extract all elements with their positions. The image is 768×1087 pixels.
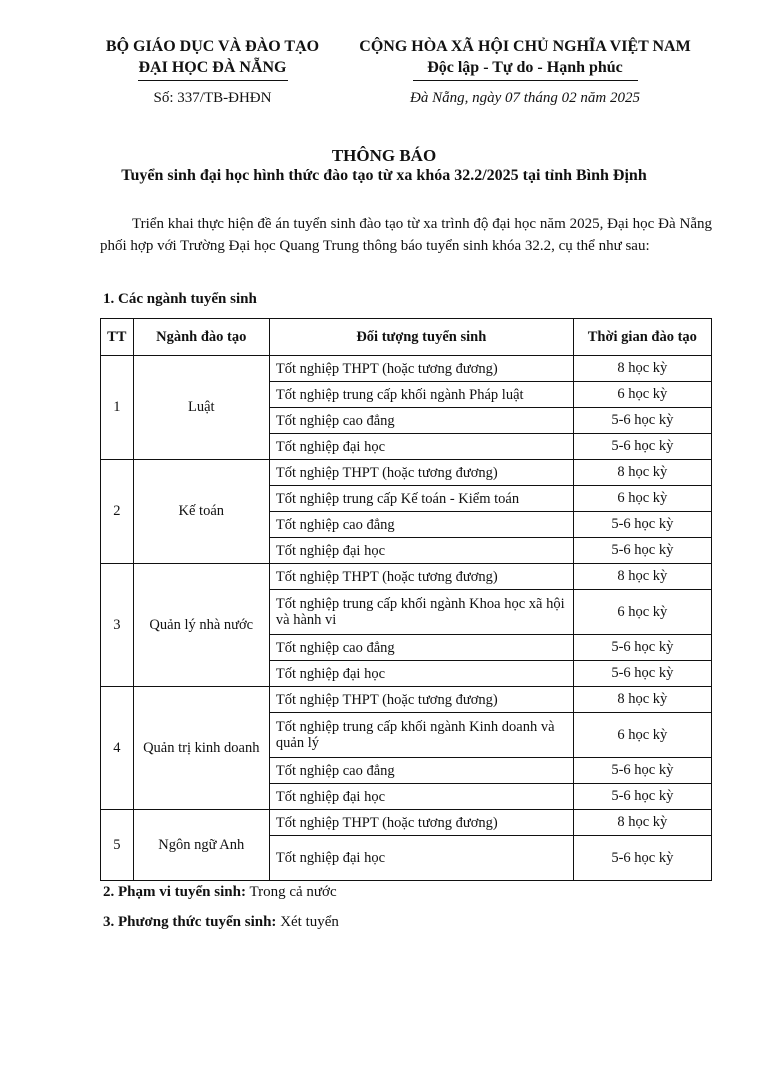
duration-cell: 5-6 học kỳ [573, 758, 711, 784]
document-date: Đà Nẵng, ngày 07 tháng 02 năm 2025 [410, 90, 640, 106]
target-cell: Tốt nghiệp THPT (hoặc tương đương) [269, 460, 573, 486]
table-header-row [101, 319, 712, 356]
issuer-block [70, 36, 355, 81]
issuer-underline [138, 80, 288, 81]
section3-value: Xét tuyển [280, 914, 339, 930]
ministry-name: BỘ GIÁO DỤC VÀ ĐÀO TẠO [105, 38, 320, 55]
target-cell: Tốt nghiệp trung cấp khối ngành Pháp luật [269, 382, 573, 408]
document-subtitle: Tuyển sinh đại học hình thức đào tạo từ xa khóa 32.2/2025 tại tỉnh Bình Định [121, 167, 647, 184]
table-row [101, 356, 712, 382]
duration-cell: 8 học kỳ [573, 687, 711, 713]
table-row [101, 460, 712, 486]
group-major: Luật [133, 356, 269, 460]
group-number: 2 [101, 460, 134, 564]
duration-cell: 8 học kỳ [573, 564, 711, 590]
table-row [101, 810, 712, 836]
duration-cell: 6 học kỳ [573, 713, 711, 758]
target-cell: Tốt nghiệp THPT (hoặc tương đương) [269, 810, 573, 836]
duration-cell: 6 học kỳ [573, 382, 711, 408]
target-cell: Tốt nghiệp trung cấp Kế toán - Kiểm toán [269, 486, 573, 512]
duration-cell: 8 học kỳ [573, 356, 711, 382]
national-block [335, 36, 715, 81]
majors-table [100, 318, 712, 881]
table-row [101, 564, 712, 590]
target-cell: Tốt nghiệp cao đẳng [269, 408, 573, 434]
header-duration: Thời gian đào tạo [573, 319, 711, 356]
section2 [103, 884, 337, 901]
target-cell: Tốt nghiệp trung cấp khối ngành Kinh doanh và quản lý [269, 713, 573, 758]
target-cell: Tốt nghiệp cao đẳng [269, 512, 573, 538]
group-number: 5 [101, 810, 134, 881]
table-row [101, 687, 712, 713]
country-name: CỘNG HÒA XÃ HỘI CHỦ NGHĨA VIỆT NAM [359, 38, 691, 55]
group-major: Quản lý nhà nước [133, 564, 269, 687]
duration-cell: 5-6 học kỳ [573, 408, 711, 434]
target-cell: Tốt nghiệp cao đẳng [269, 758, 573, 784]
national-motto: Độc lập - Tự do - Hạnh phúc [427, 59, 623, 76]
target-cell: Tốt nghiệp đại học [269, 836, 573, 881]
duration-cell: 5-6 học kỳ [573, 784, 711, 810]
section2-value: Trong cả nước [249, 884, 337, 900]
motto-underline [413, 80, 638, 81]
target-cell: Tốt nghiệp đại học [269, 538, 573, 564]
group-number: 4 [101, 687, 134, 810]
document-number: Số: 337/TB-ĐHĐN [153, 90, 272, 106]
group-major: Kế toán [133, 460, 269, 564]
duration-cell: 8 học kỳ [573, 810, 711, 836]
duration-cell: 5-6 học kỳ [573, 434, 711, 460]
intro-paragraph [100, 213, 712, 257]
group-major: Ngôn ngữ Anh [133, 810, 269, 881]
group-number: 3 [101, 564, 134, 687]
target-cell: Tốt nghiệp trung cấp khối ngành Khoa học xã hội và hành vi [269, 590, 573, 635]
group-major: Quản trị kinh doanh [133, 687, 269, 810]
target-cell: Tốt nghiệp THPT (hoặc tương đương) [269, 564, 573, 590]
header-tt: TT [101, 319, 134, 356]
duration-cell: 5-6 học kỳ [573, 661, 711, 687]
section3-label: 3. Phương thức tuyển sinh: [103, 914, 277, 930]
duration-cell: 5-6 học kỳ [573, 538, 711, 564]
target-cell: Tốt nghiệp cao đẳng [269, 635, 573, 661]
target-cell: Tốt nghiệp THPT (hoặc tương đương) [269, 687, 573, 713]
header-major: Ngành đào tạo [133, 319, 269, 356]
intro-text: Triển khai thực hiện đề án tuyển sinh đào tạo từ xa trình độ đại học năm 2025, Đại học Đà Nẵng phối hợp với Trường Đại học Quang Trung thông báo tuyển sinh khóa 32.2, cụ thể như sau: [100, 216, 712, 254]
target-cell: Tốt nghiệp đại học [269, 661, 573, 687]
duration-cell: 5-6 học kỳ [573, 512, 711, 538]
duration-cell: 8 học kỳ [573, 460, 711, 486]
duration-cell: 5-6 học kỳ [573, 836, 711, 881]
header-target: Đối tượng tuyển sinh [269, 319, 573, 356]
target-cell: Tốt nghiệp THPT (hoặc tương đương) [269, 356, 573, 382]
duration-cell: 6 học kỳ [573, 590, 711, 635]
section1-heading: 1. Các ngành tuyển sinh [103, 291, 257, 307]
section3 [103, 914, 339, 931]
document-title: THÔNG BÁO [331, 146, 437, 165]
section2-label: 2. Phạm vi tuyển sinh: [103, 884, 246, 900]
university-name: ĐẠI HỌC ĐÀ NẴNG [138, 59, 287, 76]
duration-cell: 5-6 học kỳ [573, 635, 711, 661]
target-cell: Tốt nghiệp đại học [269, 784, 573, 810]
group-number: 1 [101, 356, 134, 460]
duration-cell: 6 học kỳ [573, 486, 711, 512]
target-cell: Tốt nghiệp đại học [269, 434, 573, 460]
